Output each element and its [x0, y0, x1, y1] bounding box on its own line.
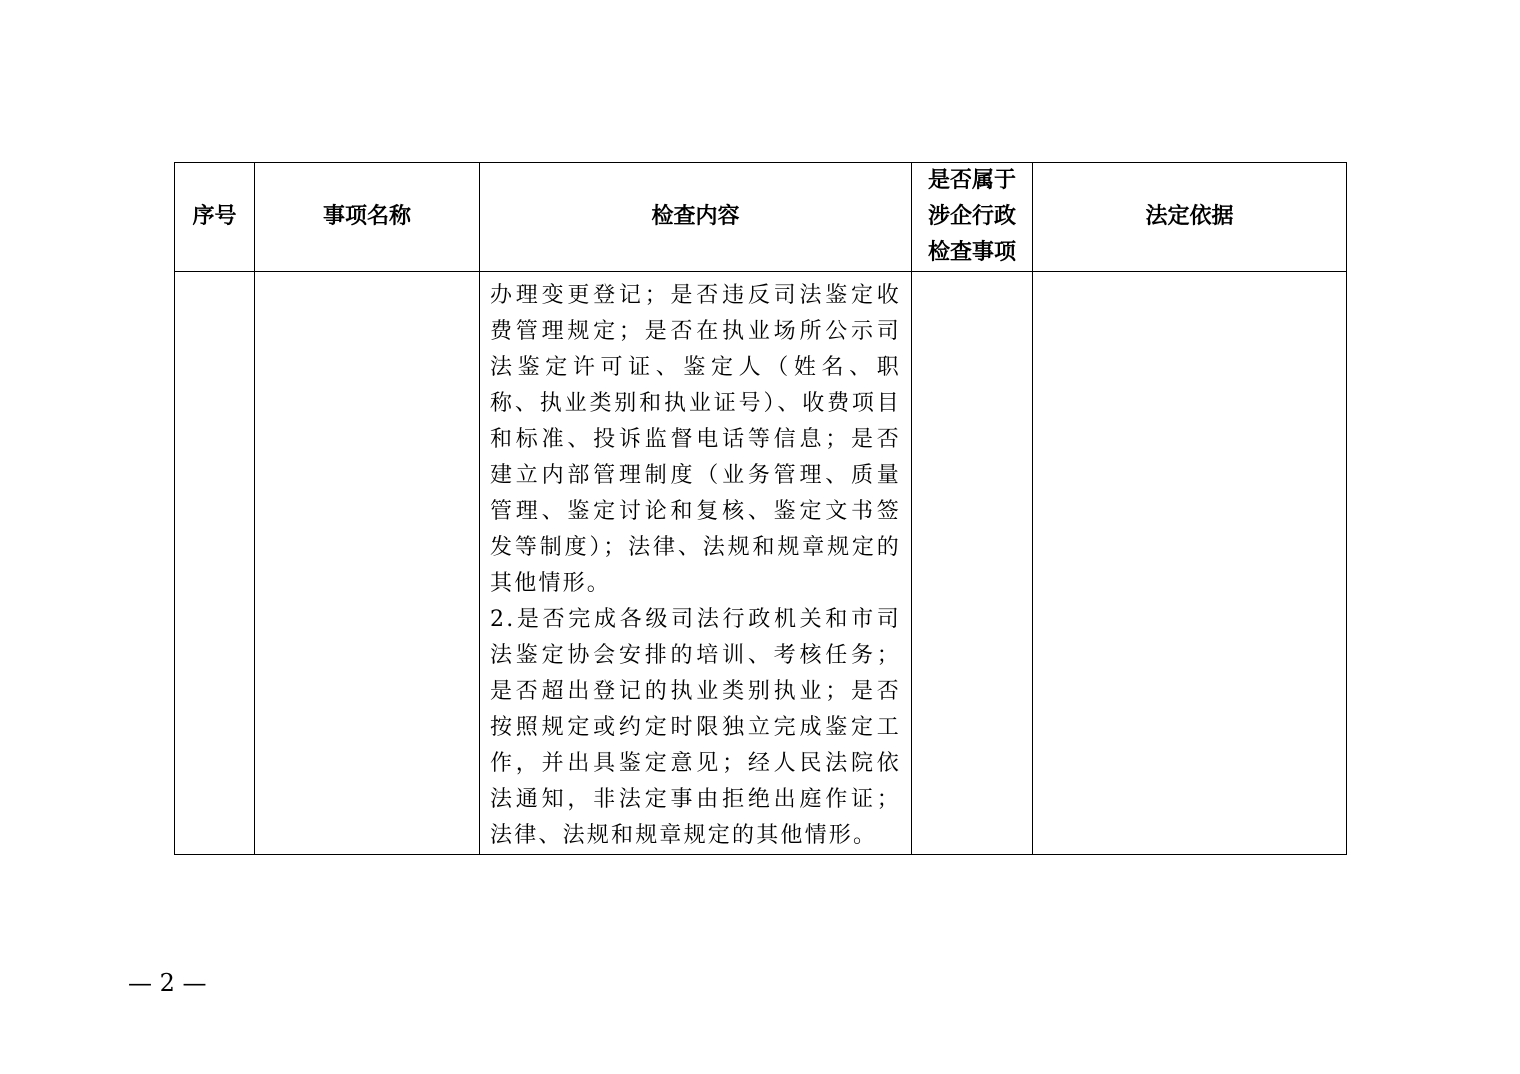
check-content-paragraph-1: 办理变更登记；是否违反司法鉴定收费管理规定；是否在执业场所公示司法鉴定许可证、鉴定人（姓名、职称、执业类别和执业证号）、收费项目和标准、投诉监督电话等信息；是否建立内部管理制度（业务管理、质量管理、鉴定讨论和复核、鉴定文书签发等制度）；法律、法规和规章规定的其他情形。 [490, 283, 901, 596]
header-check-content: 检查内容 [480, 163, 912, 272]
cell-item-name [255, 272, 480, 855]
check-content-paragraph-2: 2.是否完成各级司法行政机关和市司法鉴定协会安排的培训、考核任务；是否超出登记的执业类别执业；是否按照规定或约定时限独立完成鉴定工作，并出具鉴定意见；经人民法院依法通知，非法定事由拒绝出庭作证；法律、法规和规章规定的其他情形。 [490, 607, 901, 848]
header-is-enterprise-line-2: 涉企行政 [927, 204, 1016, 229]
page-number: — 2 — [128, 969, 207, 997]
inspection-table [174, 162, 1347, 855]
table-row [175, 272, 1347, 855]
table-header-row [175, 163, 1347, 272]
header-is-enterprise-inspection [912, 163, 1033, 272]
header-is-enterprise-line-1: 是否属于 [927, 168, 1016, 193]
cell-seq [175, 272, 255, 855]
header-item-name: 事项名称 [255, 163, 480, 272]
cell-is-enterprise-inspection [912, 272, 1033, 855]
header-seq: 序号 [175, 163, 255, 272]
header-legal-basis: 法定依据 [1033, 163, 1347, 272]
cell-check-content [480, 272, 912, 855]
cell-legal-basis [1033, 272, 1347, 855]
header-is-enterprise-line-3: 检查事项 [927, 240, 1016, 265]
